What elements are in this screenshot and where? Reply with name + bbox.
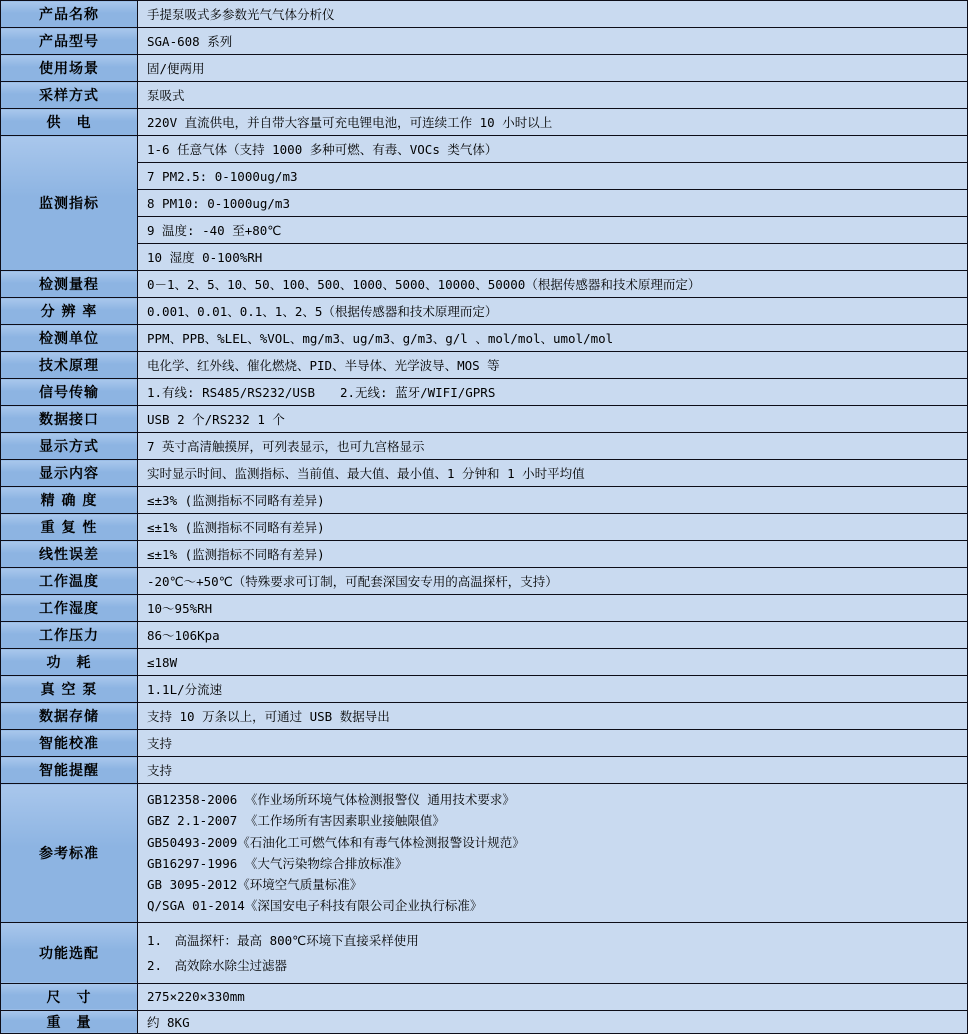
optional-feature-line: 1. 高温探杆：最高 800℃环境下直接采样使用 [147,932,419,948]
table-row [1,460,968,487]
table-row [1,379,968,406]
spec-label: 尺 寸 [1,983,138,1010]
spec-value: 7 PM2.5: 0-1000ug/m3 [138,163,968,190]
spec-label: 重 复 性 [1,514,138,541]
spec-value: ≤18W [138,649,968,676]
spec-label: 检测量程 [1,271,138,298]
spec-value: SGA-608 系列 [138,28,968,55]
table-row [1,1,968,28]
table-row [1,983,968,1010]
spec-label: 采样方式 [1,82,138,109]
spec-value: 0.001、0.01、0.1、1、2、5（根据传感器和技术原理而定） [138,298,968,325]
table-row [1,271,968,298]
spec-value: 手提泵吸式多参数光气气体分析仪 [138,1,968,28]
spec-value-optional-features [138,922,968,983]
spec-label: 线性误差 [1,541,138,568]
table-row [1,757,968,784]
standard-line: GBZ 2.1-2007 《工作场所有害因素职业接触限值》 [147,813,445,829]
spec-value: 275×220×330mm [138,983,968,1010]
spec-label: 真 空 泵 [1,676,138,703]
spec-value: USB 2 个/RS232 1 个 [138,406,968,433]
table-row [1,190,968,217]
table-row [1,703,968,730]
spec-label: 信号传输 [1,379,138,406]
spec-label: 重 量 [1,1010,138,1033]
spec-label: 智能提醒 [1,757,138,784]
spec-label-monitoring: 监测指标 [1,136,138,271]
spec-value: 1.有线: RS485/RS232/USB 2.无线: 蓝牙/WIFI/GPRS [138,379,968,406]
spec-value: 10 湿度 0-100%RH [138,244,968,271]
spec-label: 使用场景 [1,55,138,82]
spec-value: 支持 10 万条以上，可通过 USB 数据导出 [138,703,968,730]
spec-value: 电化学、红外线、催化燃烧、PID、半导体、光学波导、MOS 等 [138,352,968,379]
spec-label: 显示方式 [1,433,138,460]
spec-value-reference-standards [138,784,968,923]
table-row [1,676,968,703]
standard-line: GB16297-1996 《大气污染物综合排放标准》 [147,855,408,871]
spec-value: 实时显示时间、监测指标、当前值、最大值、最小值、1 分钟和 1 小时平均值 [138,460,968,487]
spec-value: 支持 [138,757,968,784]
table-row [1,136,968,163]
spec-label: 产品型号 [1,28,138,55]
spec-value: -20℃～+50℃（特殊要求可订制，可配套深国安专用的高温探杆，支持） [138,568,968,595]
standard-line: GB 3095-2012《环境空气质量标准》 [147,877,363,893]
spec-value: ≤±1% (监测指标不同略有差异) [138,541,968,568]
spec-label: 参考标准 [1,784,138,923]
optional-feature-line: 2. 高效除水除尘过滤器 [147,957,288,973]
spec-label: 数据存储 [1,703,138,730]
spec-label: 精 确 度 [1,487,138,514]
table-row [1,163,968,190]
spec-value: 86～106Kpa [138,622,968,649]
spec-value: 9 温度: -40 至+80℃ [138,217,968,244]
table-row [1,595,968,622]
spec-label: 工作压力 [1,622,138,649]
table-row [1,541,968,568]
table-row [1,325,968,352]
spec-value: ≤±3% (监测指标不同略有差异) [138,487,968,514]
table-row [1,244,968,271]
table-row [1,82,968,109]
spec-value: 支持 [138,730,968,757]
table-row [1,487,968,514]
spec-label: 产品名称 [1,1,138,28]
spec-value: 0－1、2、5、10、50、100、500、1000、5000、10000、50000（根据传感器和技术原理而定） [138,271,968,298]
spec-label: 工作湿度 [1,595,138,622]
spec-value: 220V 直流供电，并自带大容量可充电锂电池，可连续工作 10 小时以上 [138,109,968,136]
table-row [1,622,968,649]
standard-line: Q/SGA 01-2014《深国安电子科技有限公司企业执行标准》 [147,898,483,914]
spec-value: 固/便两用 [138,55,968,82]
spec-label: 功能选配 [1,922,138,983]
table-row [1,352,968,379]
table-row [1,514,968,541]
spec-label: 数据接口 [1,406,138,433]
spec-label: 智能校准 [1,730,138,757]
table-row [1,406,968,433]
table-row-reference-standards [1,784,968,923]
table-row-optional-features [1,922,968,983]
standard-line: GB12358-2006 《作业场所环境气体检测报警仪 通用技术要求》 [147,792,515,807]
spec-value: 1-6 任意气体（支持 1000 多种可燃、有毒、VOCs 类气体） [138,136,968,163]
spec-value: 1.1L/分流速 [138,676,968,703]
table-row [1,109,968,136]
table-row [1,1010,968,1033]
standard-line: GB50493-2009《石油化工可燃气体和有毒气体检测报警设计规范》 [147,834,525,850]
spec-value: 8 PM10: 0-1000ug/m3 [138,190,968,217]
spec-label: 功 耗 [1,649,138,676]
spec-label: 检测单位 [1,325,138,352]
spec-value: PPM、PPB、%LEL、%VOL、mg/m3、ug/m3、g/m3、g/l 、mol/mol、umol/mol [138,325,968,352]
spec-label: 显示内容 [1,460,138,487]
spec-value: ≤±1% (监测指标不同略有差异) [138,514,968,541]
table-row [1,28,968,55]
table-row [1,730,968,757]
spec-value: 约 8KG [138,1010,968,1033]
spec-value: 泵吸式 [138,82,968,109]
spec-label: 供 电 [1,109,138,136]
table-row [1,649,968,676]
spec-value: 7 英寸高清触摸屏，可列表显示，也可九宫格显示 [138,433,968,460]
table-row [1,55,968,82]
table-row [1,433,968,460]
table-row [1,217,968,244]
table-row [1,568,968,595]
spec-label: 工作温度 [1,568,138,595]
table-row [1,298,968,325]
spec-label: 技术原理 [1,352,138,379]
spec-value: 10～95%RH [138,595,968,622]
spec-label: 分 辨 率 [1,298,138,325]
